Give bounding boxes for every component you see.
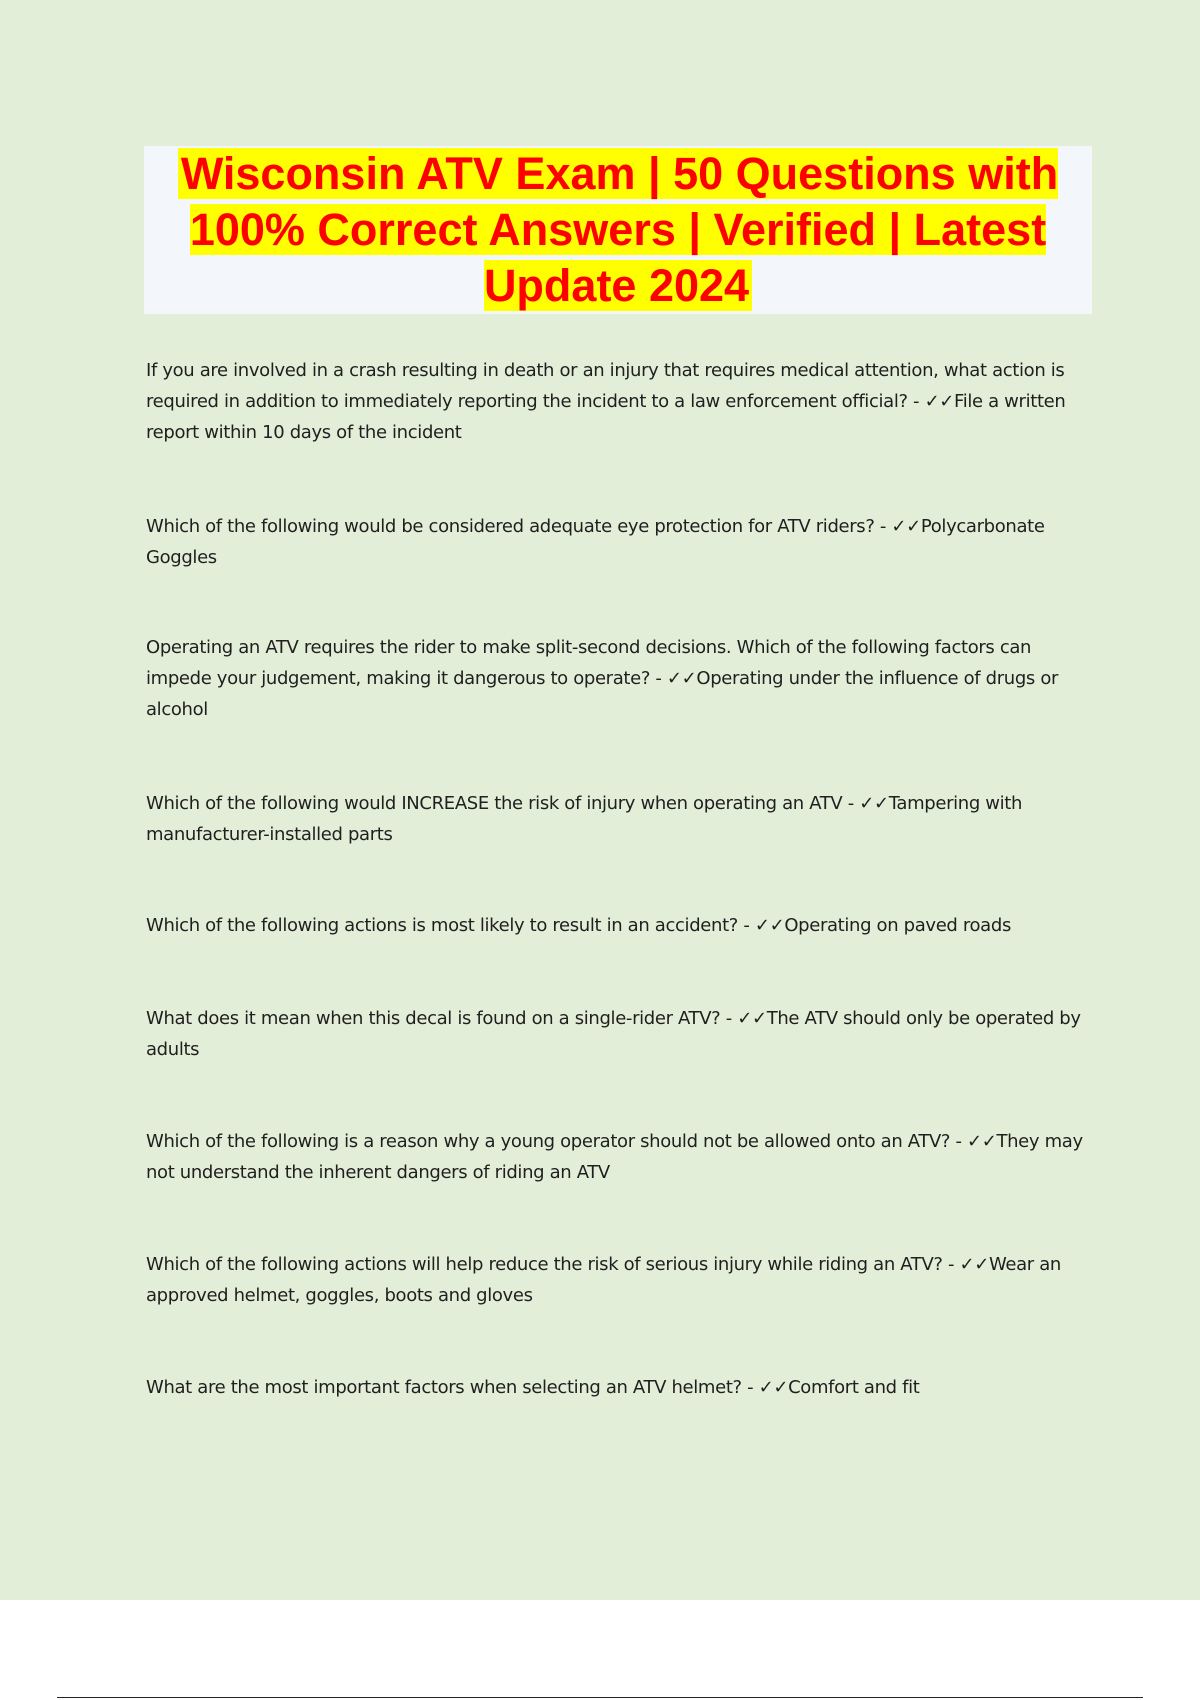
title-block [144,146,1092,314]
qa-item-2: Which of the following would be considered adequate eye protection for ATV riders? - ✓✓Polycarbonate Goggles [146,516,1045,568]
qa-item-8: Which of the following actions will help reduce the risk of serious injury while riding an ATV? - ✓✓Wear an approved helmet, goggles, boots and gloves [146,1254,1061,1306]
qa-item-4: Which of the following would INCREASE the risk of injury when operating an ATV - ✓✓Tampering with manufacturer-installed parts [146,793,1023,845]
qa-item-7: Which of the following is a reason why a young operator should not be allowed onto an ATV? - ✓✓They may not understand the inherent dangers of riding an ATV [146,1131,1083,1183]
footer-divider [57,1697,1143,1698]
qa-item-3: Operating an ATV requires the rider to make split-second decisions. Which of the following factors can impede your judgement, making it dangerous to operate? - ✓✓Operating under the influence of drugs or alcohol [146,637,1059,720]
qa-item-1: If you are involved in a crash resulting in death or an injury that requires medical attention, what action is required in addition to immediately reporting the incident to a law enforcement official? - ✓✓File a written report within 10 days of the incident [146,360,1066,443]
qa-item-5: Which of the following actions is most likely to result in an accident? - ✓✓Operating on paved roads [146,915,1011,936]
document-title: Wisconsin ATV Exam | 50 Questions with 100% Correct Answers | Verified | Latest Update 2024 [178,148,1058,311]
qa-item-6: What does it mean when this decal is found on a single-rider ATV? - ✓✓The ATV should only be operated by adults [146,1008,1081,1060]
qa-item-9: What are the most important factors when selecting an ATV helmet? - ✓✓Comfort and fit [146,1377,920,1398]
